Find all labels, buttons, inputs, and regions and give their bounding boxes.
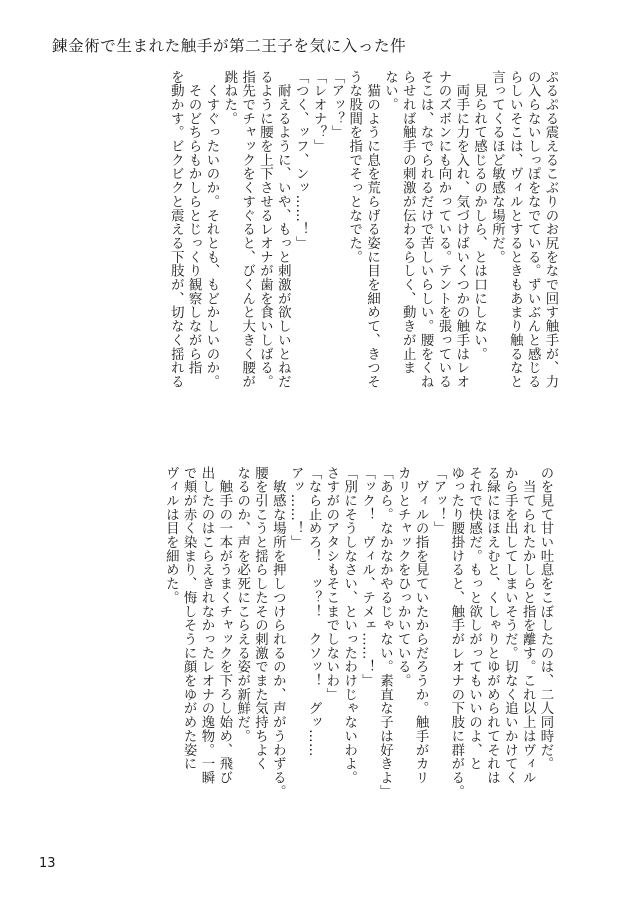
text-line: 出したのはこらえきれなかったレオナの逸物。一瞬 <box>198 466 214 785</box>
text-line: さすがのアタシもそこまでしないわ」 <box>323 466 339 702</box>
text-line: らしいそこは、ヴィルとするときもあまり触るなと <box>507 70 523 389</box>
text-line: それで快感だ。もっと欲しがってもいいのよ、と <box>466 466 482 771</box>
text-line: 触手の一本がうまくチャックを下ろし始め、飛び <box>216 466 232 785</box>
text-line: 敏感な場所を押しつけられるのか、声がうわずる。 <box>270 466 286 799</box>
text-block-top <box>59 70 559 440</box>
text-line: 「なら止めろ！ ッ？！ クソッ！ グッ…… <box>306 466 322 757</box>
text-line: アッ……！」 <box>288 466 304 550</box>
text-line: 「別にそうしなさい、といったわけじゃないわよ。 <box>341 466 357 785</box>
text-line: ヴィルは目を細めた。 <box>163 466 179 605</box>
text-line: で頬が赤く染まり、悔しそうに顔をゆがめた姿に <box>181 466 197 771</box>
text-line: 両手に力を入れ、気づけばいくつかの触手はレオ <box>453 70 469 389</box>
text-line: 当てられたかしらと指を離す。これ以上はヴィル <box>520 466 536 785</box>
text-line: そのどちらもかしらとじっくり観察しながら指 <box>186 70 202 375</box>
text-line: そこは、なでられるだけで苦しいらしい。腰をくね <box>418 70 434 389</box>
text-line: 「あら。なかなかやるじゃない。素直な子は好きよ」 <box>377 466 393 799</box>
text-line: 「ック！ ヴィル、テメェ……！」 <box>359 466 375 688</box>
text-line: ゆったり腰掛けると、触手がレオナの下肢に群がる。 <box>448 466 464 799</box>
text-line: 「アッ？」 <box>328 70 344 140</box>
text-line: カリとチャックをひっかいている。 <box>395 466 411 688</box>
text-line: ナのズボンにも向かっている。テントを張っている <box>435 70 451 389</box>
text-line: 指先でチャックをくすぐると、びくんと大きく腰が <box>239 70 255 389</box>
text-line: うな股間を指でそっとなでた。 <box>346 70 362 264</box>
text-line: らせれば触手の刺激が伝わるらしく、動きが止ま <box>400 70 416 375</box>
text-line: るように腰を上下させるレオナが歯を食いしばる。 <box>257 70 273 389</box>
text-line: 見られて感じるのかしら、とは口にしない。 <box>471 70 487 361</box>
text-line: る緑にほほえむと、くしゃりとゆがめられてそれは <box>484 466 500 785</box>
page-number: 13 <box>39 856 56 871</box>
text-line: ヴィルの指を見ていたからだろうか。触手がカリ <box>413 466 429 785</box>
text-line: くすぐったいのか。それとも、もどかしいのか。 <box>203 70 219 389</box>
text-line: 「レオナ？」 <box>311 70 327 154</box>
text-line: 言ってくるほど敏感な場所だ。 <box>489 70 505 264</box>
text-line: ぷるぷる震えるこぶりのお尻をなで回す触手が、力 <box>543 70 558 389</box>
text-line: ない。 <box>382 70 398 112</box>
text-line: 猫のように息を荒らげる姿に目を細めて、きつそ <box>364 70 380 389</box>
text-line: 「つく、ッフ、ンッ……！」 <box>293 70 309 251</box>
text-line: なるのか、声を必死にこらえる姿が新鮮だ。 <box>234 466 250 743</box>
text-line: 跳ねた。 <box>221 70 237 126</box>
text-line: のを見て甘い吐息をこぼしたのは、二人同時だ。 <box>538 466 553 771</box>
text-line: を動かす。ビクビクと震える下肢が、切なく揺れる <box>168 70 184 389</box>
text-line: 「アッ！」 <box>430 466 446 536</box>
text-line: 耐えるように、いや、もっと刺激が欲しいとねだ <box>275 70 291 389</box>
text-line: から手を出してしまいそうだ。切なく追いかけてく <box>502 466 518 785</box>
text-block-bottom <box>163 466 554 836</box>
text-line: の入らないしっぽをなでている。ずいぶんと感じる <box>525 70 541 389</box>
text-line: 腰を引こうと揺らしたその刺激でまた気持ちよく <box>252 466 268 771</box>
running-title: 錬金術で生まれた触手が第二王子を気に入った件 <box>52 37 407 55</box>
